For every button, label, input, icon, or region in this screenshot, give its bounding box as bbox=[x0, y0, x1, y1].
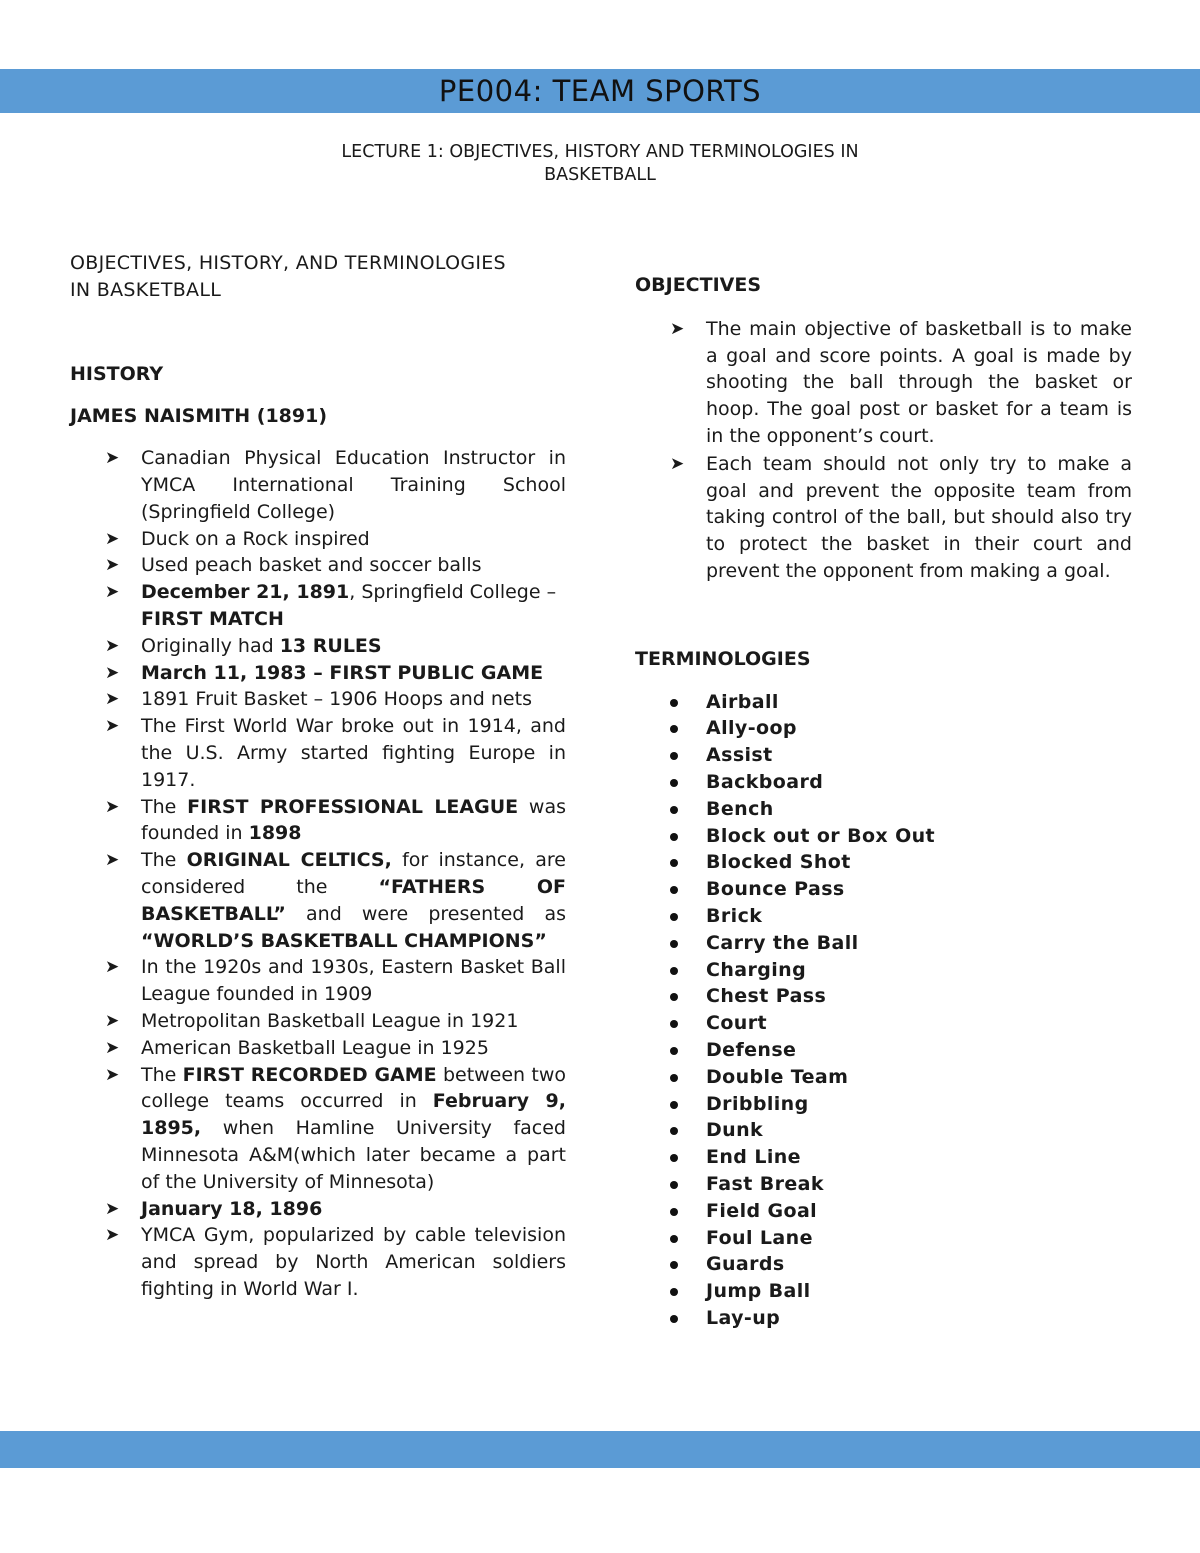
arrow-bullet-icon: ➤ bbox=[670, 453, 685, 474]
term-label: Fast Break bbox=[706, 1172, 824, 1195]
term-item bbox=[706, 1305, 1132, 1332]
term-item bbox=[706, 876, 1132, 903]
arrow-bullet-icon: ➤ bbox=[105, 448, 120, 469]
terminologies-list bbox=[635, 689, 1132, 1332]
arrow-bullet-icon: ➤ bbox=[105, 1198, 120, 1219]
term-item bbox=[706, 930, 1132, 957]
arrow-bullet-icon: ➤ bbox=[105, 689, 120, 710]
list-item: ➤ March 11, 1983 – FIRST PUBLIC GAME bbox=[141, 660, 566, 687]
list-item: ➤ Duck on a Rock inspired bbox=[141, 526, 566, 553]
term-item bbox=[706, 1091, 1132, 1118]
list-item: ➤ The First World War broke out in 1914, and the U.S. Army started fighting Europe in 1917. bbox=[105, 715, 566, 791]
term-label: Block out or Box Out bbox=[706, 824, 936, 847]
bullet-dot-icon bbox=[670, 940, 678, 948]
bullet-dot-icon bbox=[670, 1315, 678, 1323]
term-label: End Line bbox=[706, 1146, 801, 1169]
term-label: Jump Ball bbox=[706, 1280, 811, 1303]
term-item bbox=[706, 1037, 1132, 1064]
term-label: Ally-oop bbox=[706, 717, 797, 740]
arrow-bullet-icon: ➤ bbox=[105, 1010, 120, 1031]
bullet-dot-icon bbox=[670, 1074, 678, 1082]
arrow-bullet-icon: ➤ bbox=[105, 555, 120, 576]
term-item bbox=[706, 689, 1132, 716]
bullet-dot-icon bbox=[670, 1261, 678, 1269]
arrow-bullet-icon: ➤ bbox=[105, 850, 120, 871]
bullet-dot-icon bbox=[670, 993, 678, 1001]
list-item: ➤ The ORIGINAL CELTICS, for instance, are considered the “FATHERS OF BASKETBALL” and were presented as “WORLD’S BASKETBALL CHAMPIONS” bbox=[105, 849, 566, 952]
list-item: ➤ December 21, 1891, Springfield College – FIRST MATCH bbox=[105, 581, 557, 630]
intro-line2: IN BASKETBALL bbox=[70, 278, 222, 301]
term-label: Bench bbox=[706, 797, 774, 820]
term-label: Defense bbox=[706, 1038, 797, 1061]
term-label: Assist bbox=[706, 744, 773, 767]
intro-line1: OBJECTIVES, HISTORY, AND TERMINOLOGIES bbox=[70, 252, 506, 274]
arrow-bullet-icon: ➤ bbox=[105, 716, 120, 737]
term-label: Foul Lane bbox=[706, 1226, 813, 1249]
list-item: ➤ Originally had 13 RULES bbox=[141, 633, 566, 660]
bullet-dot-icon bbox=[670, 752, 678, 760]
list-item: ➤ In the 1920s and 1930s, Eastern Basket Ball League founded in 1909 bbox=[105, 956, 566, 1006]
term-item bbox=[706, 1225, 1132, 1252]
arrow-bullet-icon: ➤ bbox=[105, 1037, 120, 1058]
bullet-dot-icon bbox=[670, 1127, 678, 1135]
term-item bbox=[706, 715, 1132, 742]
term-label: Lay-up bbox=[706, 1306, 781, 1329]
term-item bbox=[706, 1278, 1132, 1305]
term-item bbox=[706, 983, 1132, 1010]
objectives-list bbox=[635, 316, 1132, 585]
term-item bbox=[706, 1064, 1132, 1091]
bullet-dot-icon bbox=[670, 1235, 678, 1243]
term-label: Guards bbox=[706, 1253, 785, 1276]
term-label: Chest Pass bbox=[706, 985, 827, 1008]
term-item bbox=[706, 903, 1132, 930]
term-label: Court bbox=[706, 1012, 767, 1035]
term-label: Dunk bbox=[706, 1119, 764, 1142]
list-item: ➤ Used peach basket and soccer balls bbox=[141, 552, 566, 579]
bullet-dot-icon bbox=[670, 725, 678, 733]
term-item bbox=[706, 957, 1132, 984]
bullet-dot-icon bbox=[670, 859, 678, 867]
term-label: Double Team bbox=[706, 1065, 849, 1088]
term-item bbox=[706, 1198, 1132, 1225]
arrow-bullet-icon: ➤ bbox=[105, 1064, 120, 1085]
arrow-bullet-icon: ➤ bbox=[105, 796, 120, 817]
arrow-bullet-icon: ➤ bbox=[670, 318, 685, 339]
bullet-dot-icon bbox=[670, 913, 678, 921]
bullet-dot-icon bbox=[670, 886, 678, 894]
objectives-heading: OBJECTIVES bbox=[635, 274, 762, 296]
header-band bbox=[0, 69, 1200, 113]
bullet-dot-icon bbox=[670, 1181, 678, 1189]
arrow-bullet-icon: ➤ bbox=[105, 1225, 120, 1246]
term-item bbox=[706, 823, 1132, 850]
history-heading: HISTORY bbox=[70, 362, 164, 385]
bullet-dot-icon bbox=[670, 1047, 678, 1055]
right-column bbox=[635, 272, 1132, 1332]
term-label: Backboard bbox=[706, 770, 824, 793]
term-item bbox=[706, 769, 1132, 796]
list-item: ➤ The FIRST PROFESSIONAL LEAGUE was founded in 1898 bbox=[105, 795, 566, 845]
bullet-dot-icon bbox=[670, 806, 678, 814]
list-item: ➤ The FIRST RECORDED GAME between two college teams occurred in February 9, 1895, when Hamline University faced Minnesota A&M(which later became a part of the University of Minnesota) bbox=[105, 1063, 566, 1193]
arrow-bullet-icon: ➤ bbox=[105, 635, 120, 656]
list-item: ➤ Metropolitan Basketball League in 1921 bbox=[141, 1008, 566, 1035]
bullet-dot-icon bbox=[670, 699, 678, 707]
left-column bbox=[70, 250, 566, 1303]
term-item bbox=[706, 1117, 1132, 1144]
list-item: ➤ January 18, 1896 bbox=[141, 1196, 566, 1223]
list-item: ➤ 1891 Fruit Basket – 1906 Hoops and nets bbox=[141, 686, 566, 713]
arrow-bullet-icon: ➤ bbox=[105, 957, 120, 978]
bullet-dot-icon bbox=[670, 833, 678, 841]
lecture-title-line1: LECTURE 1: OBJECTIVES, HISTORY AND TERMINOLOGIES IN bbox=[341, 142, 859, 162]
arrow-bullet-icon: ➤ bbox=[105, 582, 120, 603]
list-item: ➤ The main objective of basketball is to make a goal and score points. A goal is made by shooting the ball through the basket or hoop. The goal post or basket for a team is in the opponent’s court. bbox=[670, 317, 1132, 447]
footer-band bbox=[0, 1431, 1200, 1468]
term-item bbox=[706, 1251, 1132, 1278]
bullet-dot-icon bbox=[670, 779, 678, 787]
list-item: ➤ American Basketball League in 1925 bbox=[141, 1035, 566, 1062]
term-label: Blocked Shot bbox=[706, 851, 851, 874]
term-label: Bounce Pass bbox=[706, 878, 845, 901]
bullet-dot-icon bbox=[670, 1154, 678, 1162]
course-title: PE004: TEAM SPORTS bbox=[438, 74, 762, 108]
arrow-bullet-icon: ➤ bbox=[105, 528, 120, 549]
intro-heading bbox=[70, 250, 566, 304]
bullet-dot-icon bbox=[670, 1288, 678, 1296]
term-item bbox=[706, 1171, 1132, 1198]
bullet-dot-icon bbox=[670, 1020, 678, 1028]
bullet-dot-icon bbox=[670, 1208, 678, 1216]
arrow-bullet-icon: ➤ bbox=[105, 662, 120, 683]
list-item: ➤ Canadian Physical Education Instructor in YMCA International Training School (Springfield College) bbox=[105, 447, 566, 523]
term-item bbox=[706, 1010, 1132, 1037]
term-label: Field Goal bbox=[706, 1199, 818, 1222]
history-list bbox=[70, 445, 566, 1303]
term-label: Carry the Ball bbox=[706, 931, 859, 954]
term-label: Brick bbox=[706, 904, 763, 927]
terminologies-heading: TERMINOLOGIES bbox=[635, 647, 811, 670]
lecture-title-line2: BASKETBALL bbox=[544, 165, 656, 185]
term-label: Charging bbox=[706, 958, 807, 981]
list-item: ➤ Each team should not only try to make a goal and prevent the opposite team from taking control of the ball, but should also try to protect the basket in their court and prevent the opponent from making a goal. bbox=[670, 452, 1132, 582]
term-label: Airball bbox=[706, 690, 779, 713]
term-label: Dribbling bbox=[706, 1092, 809, 1115]
list-item: ➤ YMCA Gym, popularized by cable television and spread by North American soldiers fighting in World War I. bbox=[105, 1224, 566, 1300]
lecture-title bbox=[250, 141, 950, 187]
naismith-heading: JAMES NAISMITH (1891) bbox=[70, 405, 328, 428]
term-item bbox=[706, 796, 1132, 823]
term-item bbox=[706, 742, 1132, 769]
term-item bbox=[706, 1144, 1132, 1171]
bullet-dot-icon bbox=[670, 967, 678, 975]
bullet-dot-icon bbox=[670, 1101, 678, 1109]
term-item bbox=[706, 849, 1132, 876]
